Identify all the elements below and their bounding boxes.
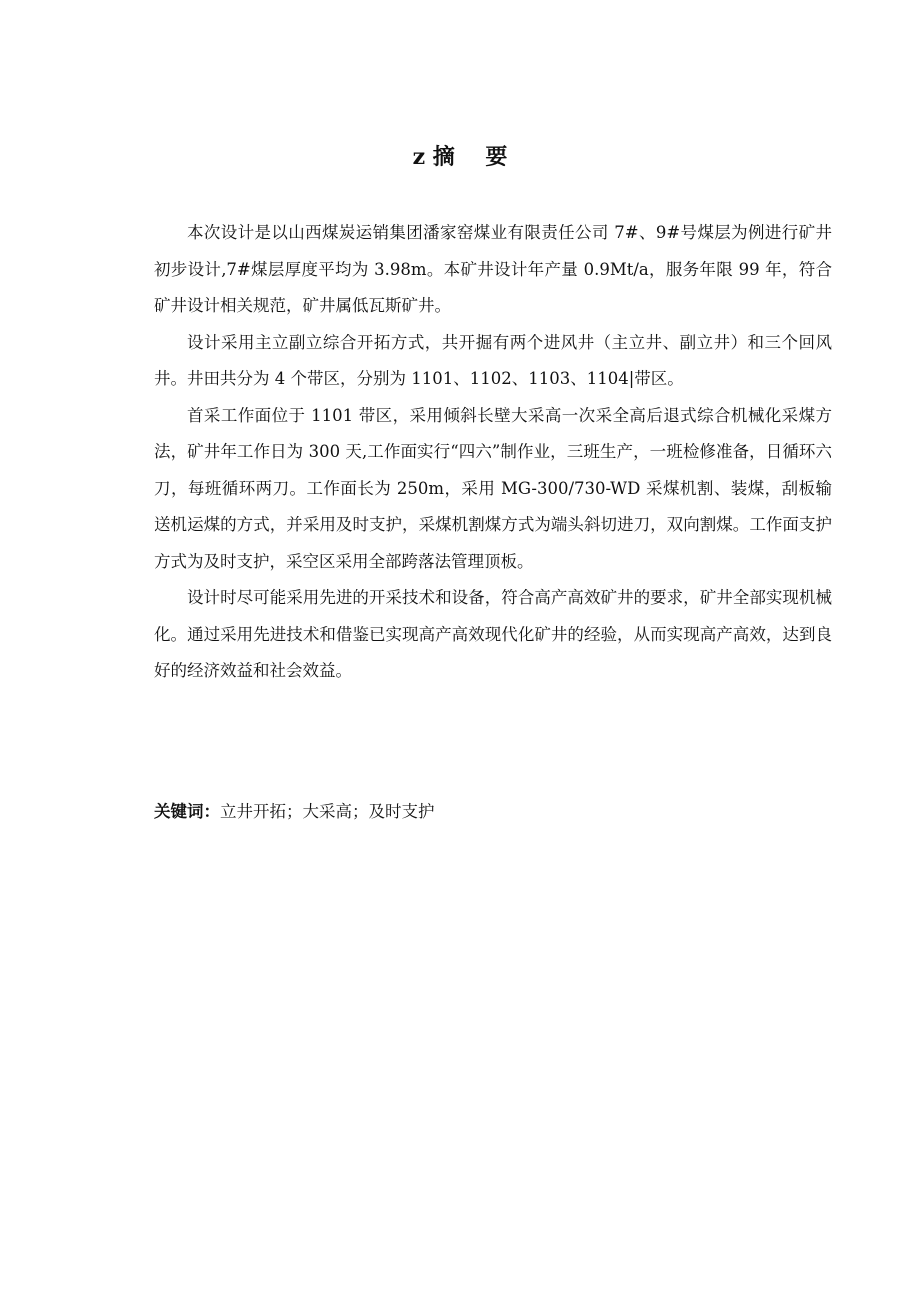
abstract-paragraph-2: 设计采用主立副立综合开拓方式，共开掘有两个进风井（主立井、副立井）和三个回风井。井田共分为 4 个带区，分别为 1101、1102、1103、1104|带区。 [154,332,832,388]
abstract-paragraph-4: 设计时尽可能采用先进的开采技术和设备，符合高产高效矿井的要求，矿井全部实现机械化。通过采用先进技术和借鉴已实现高产高效现代化矿井的经验，从而实现高产高效，达到良好的经济效益和社会效益。 [154,588,832,680]
abstract-paragraph-3: 首采工作面位于 1101 带区，采用倾斜长壁大采高一次采全高后退式综合机械化采煤方法，矿井年工作日为 300 天,工作面实行“四六”制作业，三班生产，一班检修准备，日循环六刀，每班循环两刀。工作面长为 250m，采用 MG-300/730-WD 采煤机割、装煤，刮板输送机运煤的方式，并采用及时支护，采煤机割煤方式为端头斜切进刀，双向割煤。工作面支护方式为及时支护，采空区采用全部跨落法管理顶板。 [154,405,832,571]
keywords-label: 关键词： [154,802,220,821]
abstract-paragraph-1: 本次设计是以山西煤炭运销集团潘家窑煤业有限责任公司 7#、9#号煤层为例进行矿井初步设计,7#煤层厚度平均为 3.98m。本矿井设计年产量 0.9Mt/a，服务年限 99 年，符合矿井设计相关规范，矿井属低瓦斯矿井。 [154,223,832,315]
abstract-body [154,215,832,690]
abstract-title: z 摘 要 [412,144,508,170]
keywords-value: 立井开拓；大采高；及时支护 [220,802,435,821]
keywords-line [154,797,832,827]
